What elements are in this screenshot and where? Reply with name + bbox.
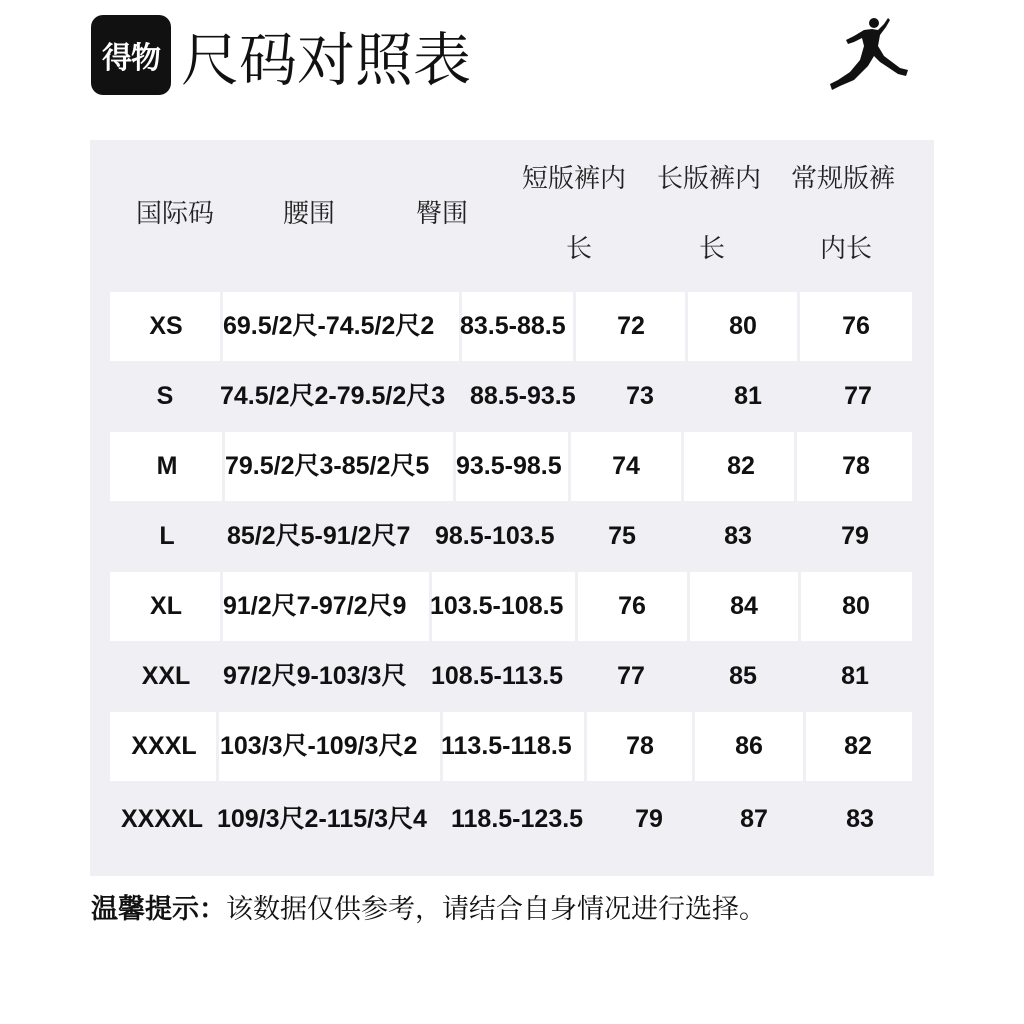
header-regular-inseam: 常规版裤: [791, 164, 896, 194]
app-logo: [91, 15, 171, 95]
waist-cell: 74.5/2尺2-79.5/2尺3: [220, 382, 446, 410]
hip-cell: 103.5-108.5: [430, 592, 564, 620]
regular-inseam-cell: 79: [841, 522, 869, 550]
table-row: [0, 642, 1024, 711]
long-inseam-cell: 82: [727, 452, 755, 480]
size-cell: XS: [149, 312, 183, 340]
hip-cell: 98.5-103.5: [435, 522, 555, 550]
long-inseam-cell: 87: [740, 805, 768, 833]
table-row: [0, 712, 1024, 781]
long-inseam-cell: 81: [734, 382, 762, 410]
size-cell: S: [156, 382, 174, 410]
waist-cell: 79.5/2尺3-85/2尺5: [225, 452, 430, 480]
table-row: [0, 572, 1024, 641]
size-cell: XXXXL: [121, 805, 203, 833]
long-inseam-cell: 84: [730, 592, 758, 620]
table-row: [0, 502, 1024, 571]
waist-cell: 69.5/2尺-74.5/2尺2: [223, 312, 435, 340]
size-cell: XXXL: [131, 732, 197, 760]
header-size: 国际码: [136, 199, 215, 229]
header-long-inseam: 长版裤内: [657, 164, 762, 194]
waist-cell: 85/2尺5-91/2尺7: [227, 522, 411, 550]
short-inseam-cell: 75: [608, 522, 636, 550]
hip-cell: 118.5-123.5: [451, 805, 584, 833]
short-inseam-cell: 76: [618, 592, 646, 620]
table-row: [0, 292, 1024, 361]
hip-cell: 113.5-118.5: [441, 732, 572, 760]
regular-inseam-cell: 78: [842, 452, 870, 480]
regular-inseam-cell: 77: [844, 382, 872, 410]
size-cell: M: [156, 452, 178, 480]
regular-inseam-cell: 82: [844, 732, 872, 760]
tip-text: 该数据仅供参考，请结合自身情况进行选择。: [226, 894, 766, 925]
waist-cell: 91/2尺7-97/2尺9: [223, 592, 407, 620]
table-row: [0, 432, 1024, 501]
hip-cell: 88.5-93.5: [470, 382, 576, 410]
regular-inseam-cell: 76: [842, 312, 870, 340]
hip-cell: 93.5-98.5: [456, 452, 562, 480]
size-cell: L: [159, 522, 175, 550]
short-inseam-cell: 79: [635, 805, 663, 833]
regular-inseam-cell: 83: [846, 805, 874, 833]
long-inseam-cell: 85: [729, 662, 757, 690]
header-waist: 腰围: [283, 199, 336, 229]
header-short-inseam: 短版裤内: [522, 164, 627, 194]
header-regular-inseam-2: 内长: [820, 234, 873, 264]
long-inseam-cell: 83: [724, 522, 752, 550]
short-inseam-cell: 73: [626, 382, 654, 410]
short-inseam-cell: 77: [617, 662, 645, 690]
size-cell: XL: [150, 592, 182, 620]
waist-cell: 103/3尺-109/3尺2: [220, 732, 418, 760]
table-row: [0, 785, 1024, 854]
app-logo-text: 得物: [102, 41, 160, 76]
hip-cell: 83.5-88.5: [460, 312, 566, 340]
regular-inseam-cell: 80: [842, 592, 870, 620]
hip-cell: 108.5-113.5: [431, 662, 564, 690]
waist-cell: 109/3尺2-115/3尺4: [217, 805, 427, 833]
waist-cell: 97/2尺9-103/3尺: [223, 662, 407, 690]
header-long-inseam-2: 长: [699, 234, 726, 264]
short-inseam-cell: 74: [612, 452, 640, 480]
page-title: 尺码对照表: [181, 26, 472, 94]
header-short-inseam-2: 长: [566, 234, 593, 264]
header-hip: 臀围: [416, 199, 469, 229]
footer-tip: [91, 888, 766, 932]
long-inseam-cell: 86: [735, 732, 763, 760]
regular-inseam-cell: 81: [841, 662, 869, 690]
short-inseam-cell: 78: [626, 732, 654, 760]
tip-label: 温馨提示：: [91, 894, 226, 925]
table-row: [0, 362, 1024, 431]
jumpman-logo-icon: [828, 16, 910, 96]
short-inseam-cell: 72: [617, 312, 645, 340]
size-cell: XXL: [141, 662, 191, 690]
long-inseam-cell: 80: [729, 312, 757, 340]
